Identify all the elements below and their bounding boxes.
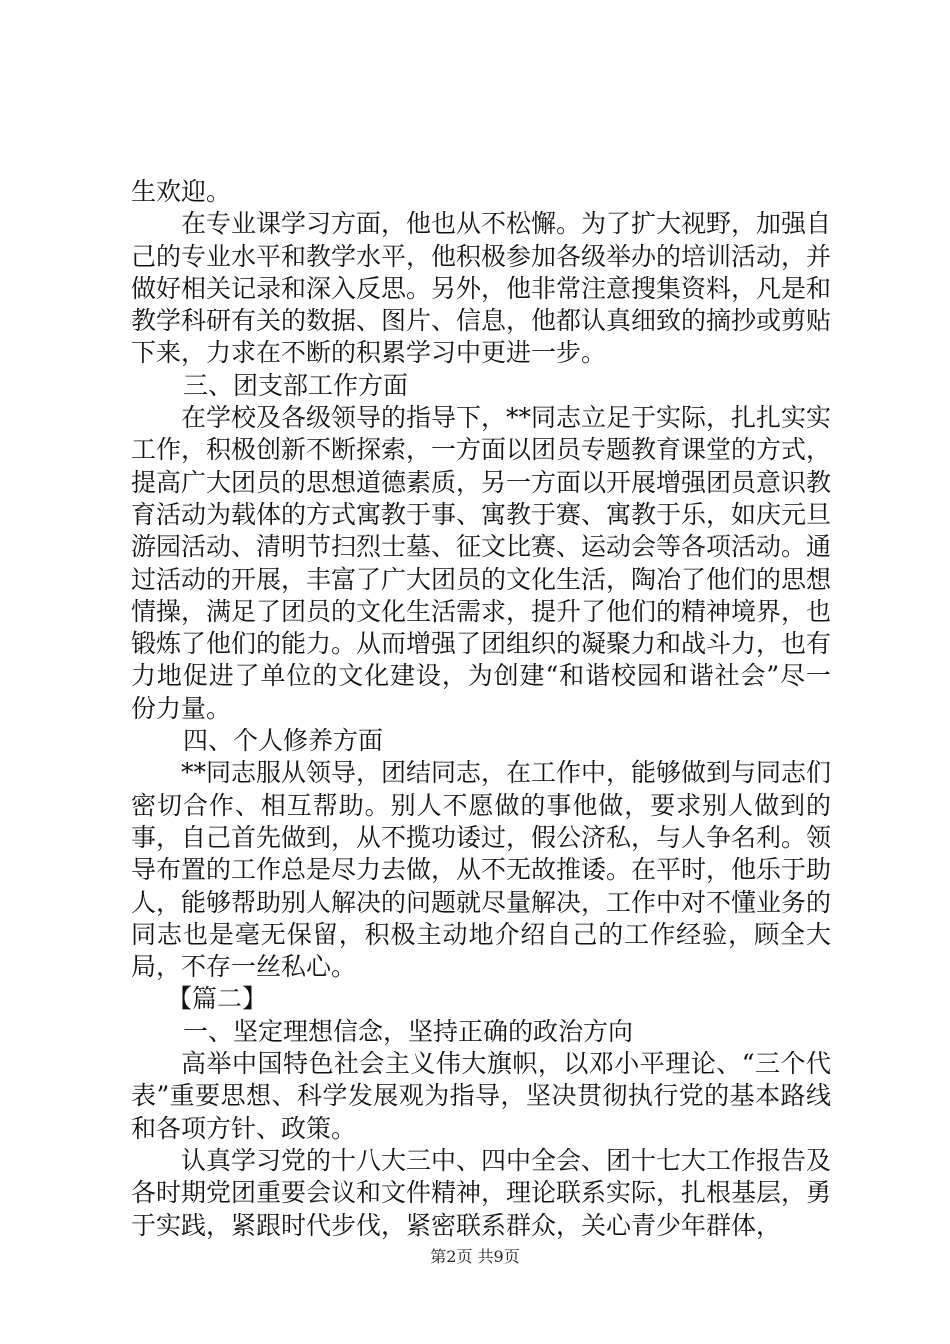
paragraph-personal-cultivation: **同志服从领导，团结同志，在工作中，能够做到与同志们密切合作、相互帮助。别人不愿做的事他做，要求别人做到的事，自己首先做到，从不揽功诿过，假公济私，与人争名利。领导布置的工作总是尽力去做，从不无故推诿。在平时，他乐于助人，能够帮助别人解决的问题就尽量解决，工作中对不懂业务的同志也是毫无保留，积极主动地介绍自己的工作经验，顾全大局，不存一丝私心。 [131, 758, 832, 982]
paragraph-professional-study: 在专业课学习方面，他也从不松懈。为了扩大视野，加强自己的专业水平和教学水平，他积极参加各级举办的培训活动，并做好相关记录和深入反思。另外，他非常注意搜集资料，凡是和教学科研有关的数据、图片、信息，他都认真细致的摘抄或剪贴下来，力求在不断的积累学习中更进一步。 [131, 209, 832, 368]
paragraph-continuation: 生欢迎。 [131, 177, 232, 206]
part-two-marker: 【篇二】 [167, 984, 268, 1014]
paragraph-league-work: 在学校及各级领导的指导下，**同志立足于实际，扎扎实实工作，积极创新不断探索，一方面以团员专题教育课堂的方式，提高广大团员的思想道德素质，另一方面以开展增强团员意识教育活动为载体的方式寓教于事、寓教于赛、寓教于乐，如庆元旦游园活动、清明节扫烈士墓、征文比赛、运动会等各项活动。通过活动的开展，丰富了广大团员的文化生活，陶冶了他们的思想情操，满足了团员的文化生活需求，提升了他们的精神境界，也锻炼了他们的能力。从而增强了团组织的凝聚力和战斗力，也有力地促进了单位的文化建设，为创建“和谐校园和谐社会”尽一份力量。 [131, 403, 832, 723]
paragraph-study-party: 认真学习党的十八大三中、四中全会、团十七大工作报告及各时期党团重要会议和文件精神，理论联系实际，扎根基层，勇于实践，紧跟时代步伐，紧密联系群众，关心青少年群体， [131, 1145, 832, 1240]
section-heading-league-work: 三、团支部工作方面 [183, 370, 409, 400]
paragraph-ideals: 高举中国特色社会主义伟大旗帜，以邓小平理论、“三个代表”重要思想、科学发展观为指导，坚决贯彻执行党的基本路线和各项方针、政策。 [131, 1049, 831, 1143]
section-heading-ideals: 一、坚定理想信念，坚持正确的政治方向 [183, 1016, 634, 1046]
section-heading-personal-cultivation: 四、个人修养方面 [183, 726, 384, 756]
document-body [131, 176, 831, 1242]
page-number-footer: 第2页 共9页 [430, 1247, 520, 1266]
